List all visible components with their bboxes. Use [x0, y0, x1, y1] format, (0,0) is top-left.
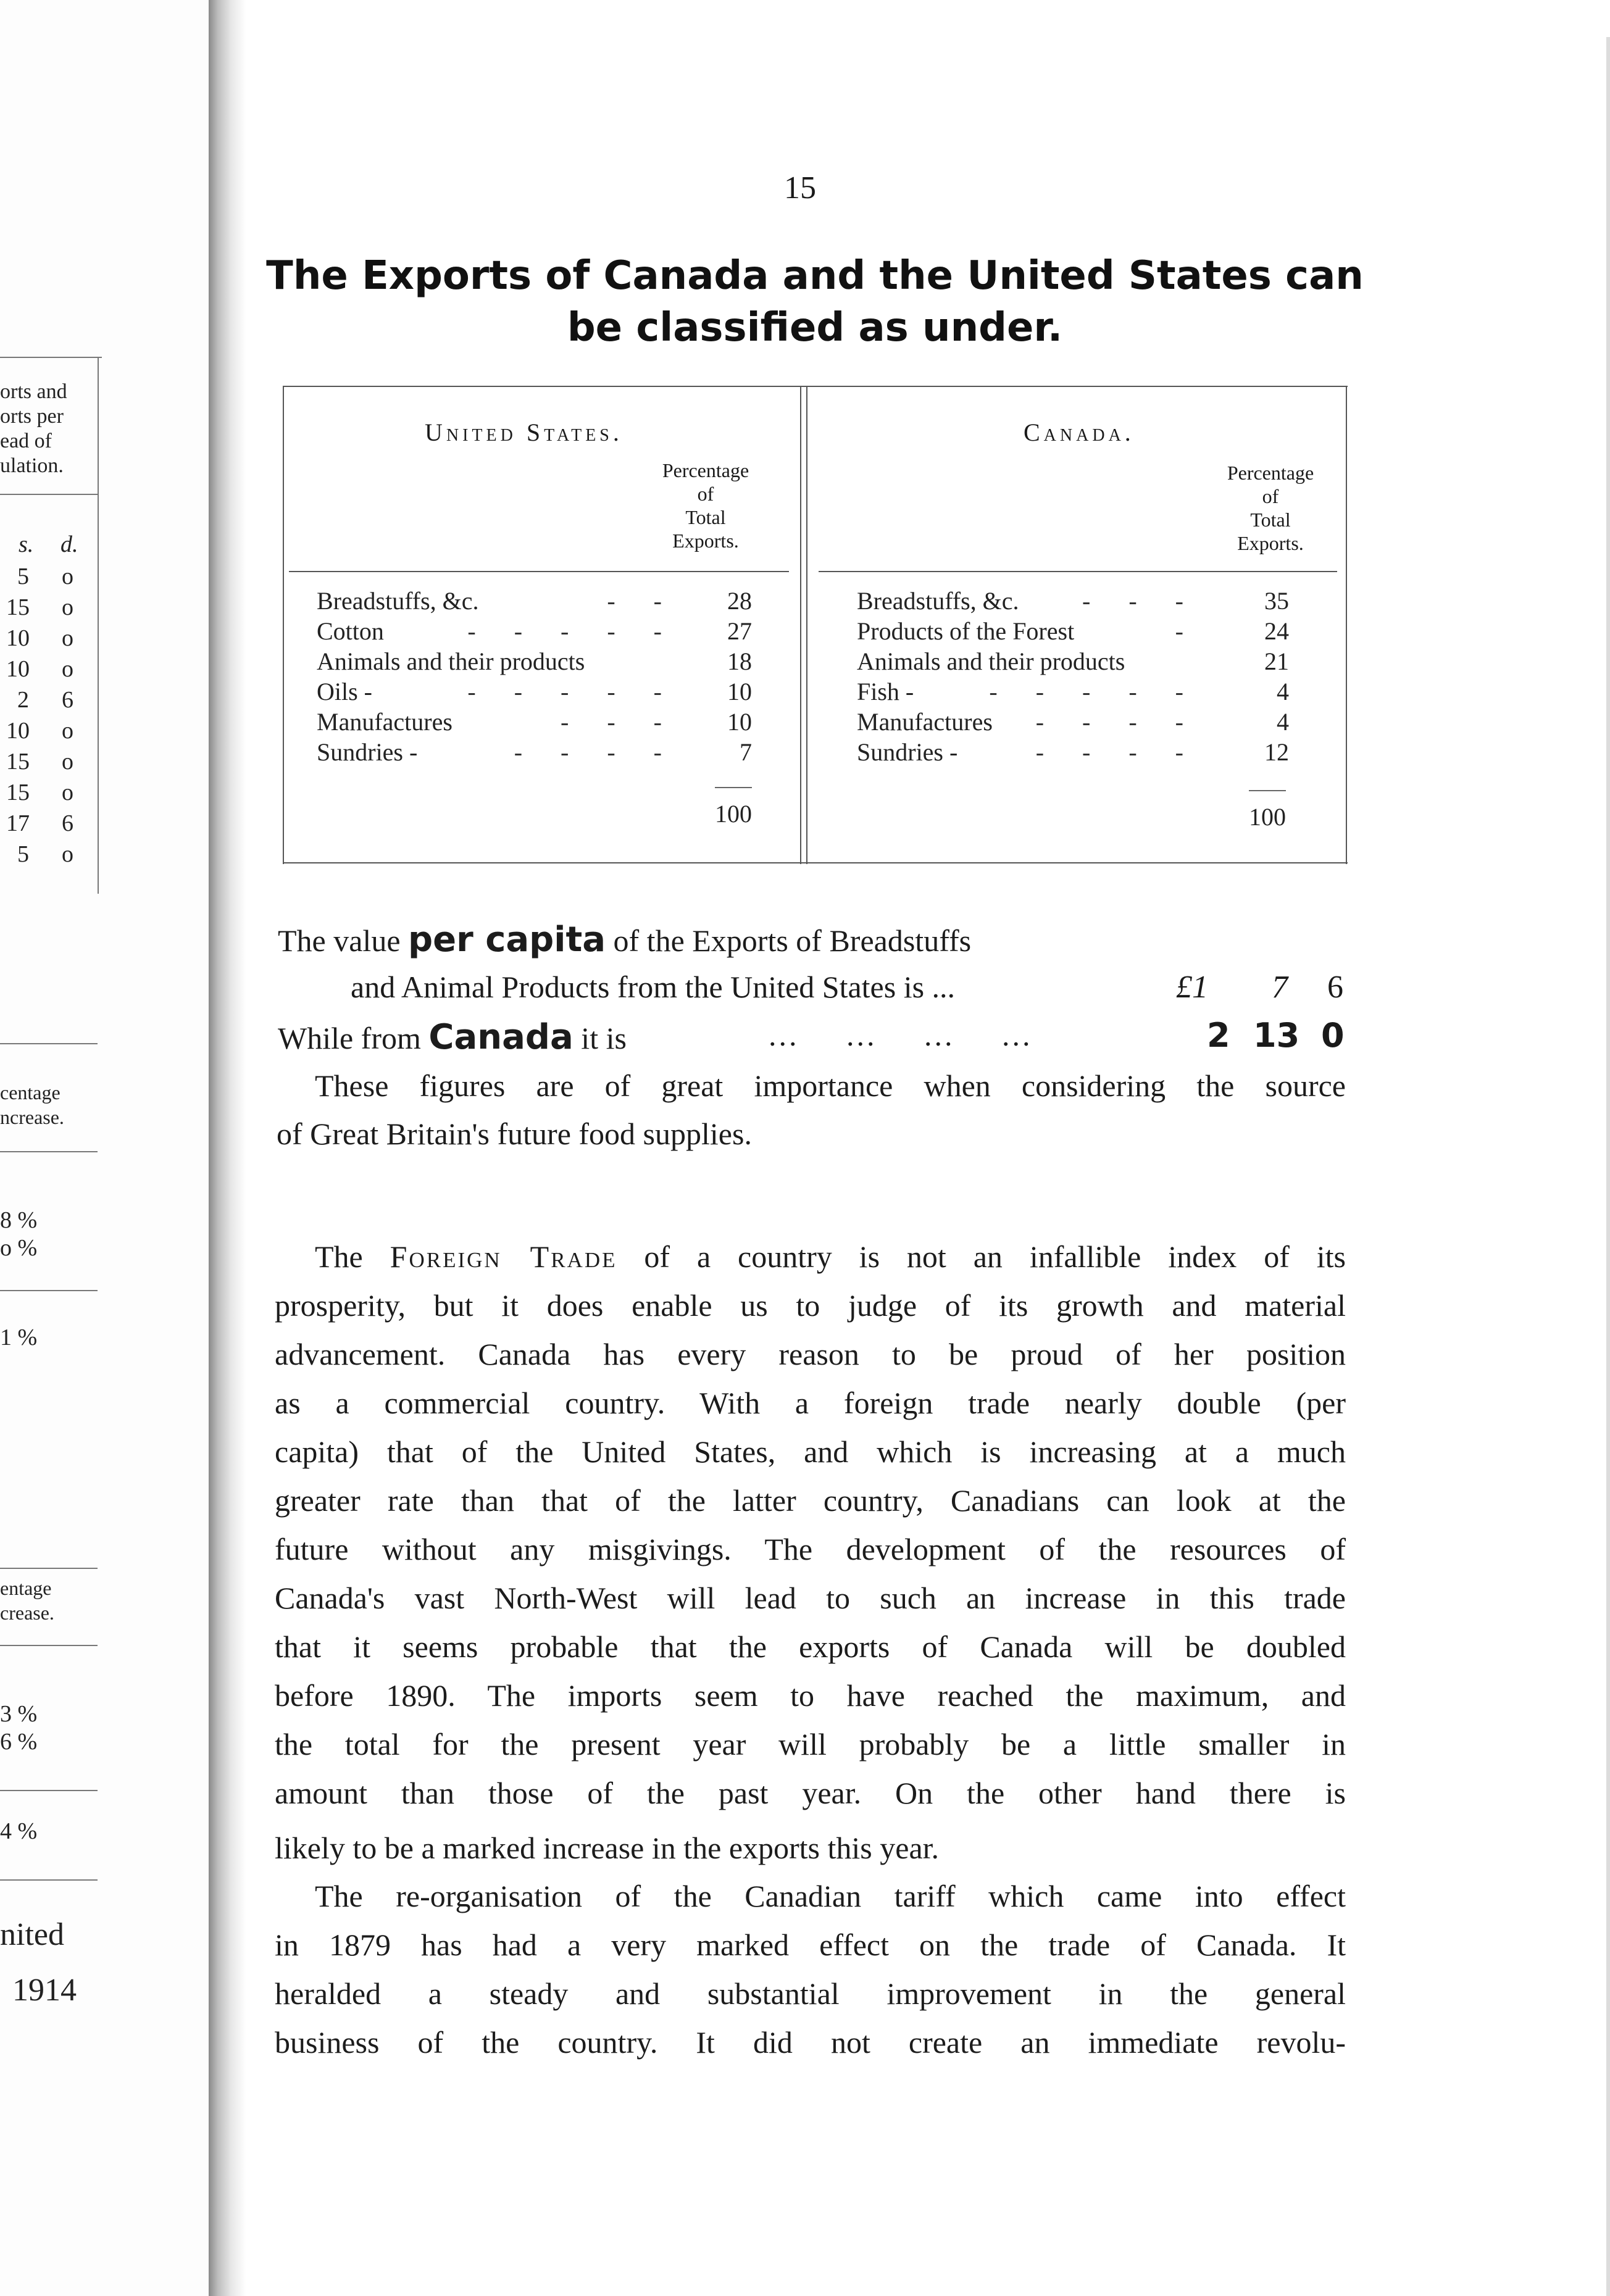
- page-number: 15: [784, 170, 816, 206]
- left-row-s: 10: [6, 625, 30, 651]
- left-row-s: 15: [6, 594, 30, 620]
- paragraph-2-line: heralded a steady and substantial improvement in the general: [275, 1976, 1346, 2011]
- united_states-row-label: Manufactures: [317, 708, 453, 736]
- per-capita-dots: ... ... ... ...: [769, 1018, 1033, 1052]
- paragraph-1-line: capita) that of the United States, and which is increasing at a much: [275, 1434, 1346, 1469]
- left-row-d: 6: [62, 687, 73, 713]
- left-col-head-d: d.: [60, 531, 78, 557]
- per-capita-line-1: [278, 920, 971, 960]
- canada-row-value: 4: [1277, 708, 1289, 736]
- paragraph-1-line-1: [315, 1239, 1346, 1275]
- left-header-line: ulation.: [0, 454, 64, 477]
- paragraph-1-line: as a commercial country. With a foreign trade nearly double (per: [275, 1386, 1346, 1420]
- table-middle-divider-2: [806, 386, 807, 864]
- paragraph-1-line: prosperity, but it does enable us to judge of its growth and material: [275, 1288, 1346, 1323]
- pct-heading-line: Exports.: [672, 530, 739, 552]
- table-left-border: [283, 386, 284, 864]
- left-row-s: 17: [6, 810, 30, 836]
- paragraph-1-line: greater rate than that of the latter country, Canadians can look at the: [275, 1483, 1346, 1518]
- left-row-s: 5: [17, 564, 29, 589]
- left-row-d: o: [62, 841, 73, 867]
- canada-row-value: 21: [1264, 647, 1289, 675]
- left-pct-head-1: centage: [0, 1081, 60, 1104]
- canada-row-dots: - - - -: [1035, 738, 1199, 766]
- canada-row-label: Breadstuffs, &c.: [857, 587, 1019, 615]
- table-top-border: [283, 386, 1348, 387]
- united_states-row-value: 10: [727, 708, 752, 736]
- canada-amount-pounds: 2: [1207, 1016, 1230, 1055]
- left-row-s: 2: [17, 687, 29, 713]
- pct-heading-line: Total: [1250, 509, 1291, 531]
- left-header-line: orts and: [0, 380, 67, 403]
- left-rule-sub: [0, 494, 98, 495]
- left-col-head-s: s.: [19, 531, 34, 557]
- left-row-d: o: [62, 564, 73, 589]
- canada-row-dots: -: [1175, 617, 1199, 645]
- left-footer-line: 1914: [12, 1973, 77, 2008]
- united_states-row-label: Animals and their products: [317, 647, 585, 675]
- us-amount-shillings: 7: [1272, 970, 1288, 1005]
- united_states-row-label: Sundries -: [317, 738, 418, 766]
- united_states-row-label: Cotton: [317, 617, 384, 645]
- left-pct-val: o %: [0, 1235, 38, 1261]
- united_states-row-value: 7: [740, 738, 752, 766]
- left-rule-6: [0, 1645, 98, 1646]
- per-capita-line-3: [278, 1017, 627, 1057]
- page-edge: [1606, 37, 1610, 2296]
- text-span: The value: [278, 923, 409, 958]
- paragraph-2-line: business of the country. It did not create an immediate revolu-: [275, 2025, 1346, 2060]
- left-rule-7: [0, 1790, 98, 1791]
- canada-row-dots: - - -: [1082, 587, 1199, 615]
- left-row-d: o: [62, 780, 73, 805]
- pct-heading-line: Exports.: [1237, 532, 1304, 554]
- left-rule-3: [0, 1151, 98, 1152]
- left-row-d: o: [62, 594, 73, 620]
- left-rule-top: [0, 357, 102, 358]
- us-amount-pence: 6: [1327, 970, 1343, 1005]
- united_states-row-label: Oils -: [317, 678, 372, 705]
- page-title: [259, 250, 1370, 354]
- left-pct-val: 8 %: [0, 1207, 38, 1233]
- left-row-s: 10: [6, 656, 30, 682]
- table-middle-divider: [800, 386, 801, 864]
- per-capita-line-4: These figures are of great importance when considering the source: [315, 1068, 1346, 1103]
- title-line-2: be classified as under.: [567, 305, 1063, 351]
- left-header-line: orts per: [0, 405, 64, 428]
- left-row-d: 6: [62, 810, 73, 836]
- united_states-row-value: 27: [727, 617, 752, 645]
- paragraph-1-line: the total for the present year will probably be a little smaller in: [275, 1727, 1346, 1762]
- left-pct-head-1: ncrease.: [0, 1106, 64, 1128]
- left-pct-head-2: crease.: [0, 1602, 54, 1624]
- paragraph-2-line: The re-organisation of the Canadian tariff which came into effect: [315, 1879, 1346, 1913]
- canada-amount-pence: 0: [1321, 1016, 1345, 1055]
- canada-row-value: 35: [1264, 587, 1289, 615]
- pct-heading-line: of: [1262, 485, 1279, 507]
- canada-header-rule: [819, 571, 1337, 572]
- paragraph-1-line: future without any misgivings. The development of the resources of: [275, 1532, 1346, 1566]
- paragraph-1-line: Canada's vast North-West will lead to such an increase in this trade: [275, 1581, 1346, 1615]
- us-total: 100: [715, 800, 752, 828]
- text-span: of a country is not an infallible index of its: [617, 1239, 1346, 1274]
- per-capita-line-5: of Great Britain's future food supplies.: [277, 1117, 752, 1151]
- us-total-rule: [715, 787, 752, 788]
- left-rule-4: [0, 1290, 98, 1291]
- title-line-1: The Exports of Canada and the United States can: [266, 253, 1364, 299]
- united_states-row-dots: - - - - -: [467, 617, 678, 645]
- left-pct-val: 6 %: [0, 1729, 38, 1755]
- united_states-row-value: 18: [727, 647, 752, 675]
- pct-heading-line: of: [697, 483, 714, 505]
- united_states-row-dots: - - - -: [514, 738, 678, 766]
- left-pct-head-2: entage: [0, 1577, 52, 1599]
- canada-row-label: Animals and their products: [857, 647, 1125, 675]
- canada-total: 100: [1249, 803, 1286, 831]
- left-row-d: o: [62, 718, 73, 744]
- canada-row-label: Manufactures: [857, 708, 993, 736]
- table-right-border: [1346, 386, 1347, 864]
- left-pct-val: 4 %: [0, 1818, 38, 1844]
- per-capita-line-2: and Animal Products from the United States is ...: [351, 970, 956, 1004]
- left-rule-5: [0, 1568, 98, 1569]
- left-row-s: 15: [6, 749, 30, 775]
- canada-amount-shillings: 13: [1253, 1016, 1300, 1055]
- us-percentage-heading: [635, 459, 777, 552]
- canada-column-heading: Canada.: [1024, 418, 1135, 446]
- left-row-d: o: [62, 749, 73, 775]
- canada-percentage-heading: [1199, 461, 1341, 555]
- text-span: The: [315, 1239, 390, 1274]
- canada-row-value: 24: [1264, 617, 1289, 645]
- canada-emphasis: Canada: [428, 1017, 574, 1057]
- left-pct-val: 3 %: [0, 1701, 38, 1727]
- left-pct-val: 1 %: [0, 1325, 38, 1350]
- left-footer-line: nited: [0, 1917, 64, 1952]
- pct-heading-line: Total: [685, 506, 726, 528]
- left-row-s: 15: [6, 780, 30, 805]
- united_states-row-value: 10: [727, 678, 752, 705]
- foreign-trade-smallcaps: Foreign Trade: [390, 1239, 617, 1274]
- paragraph-1-line: that it seems probable that the exports of Canada will be doubled: [275, 1629, 1346, 1664]
- canada-row-value: 12: [1264, 738, 1289, 766]
- left-header-line: ead of: [0, 430, 52, 452]
- united_states-row-dots: - - -: [561, 708, 678, 736]
- paragraph-1-line: advancement. Canada has every reason to be proud of her position: [275, 1337, 1346, 1371]
- canada-row-dots: - - - - -: [989, 678, 1199, 705]
- left-row-d: o: [62, 656, 73, 682]
- canada-row-dots: - - - -: [1035, 708, 1199, 736]
- canada-row-label: Products of the Forest: [857, 617, 1075, 645]
- pct-heading-line: Percentage: [1227, 462, 1314, 484]
- us-amount-pounds: £1: [1176, 970, 1208, 1005]
- us-header-rule: [289, 571, 789, 572]
- canada-row-label: Sundries -: [857, 738, 958, 766]
- per-capita-emphasis: per capita: [408, 920, 606, 960]
- text-span: of the Exports of Breadstuffs: [606, 923, 972, 958]
- us-column-heading: United States.: [425, 418, 623, 446]
- left-rule-2: [0, 1043, 98, 1044]
- left-rule-8: [0, 1879, 98, 1881]
- canada-row-label: Fish -: [857, 678, 914, 705]
- text-span: While from: [278, 1021, 429, 1055]
- united_states-row-label: Breadstuffs, &c.: [317, 587, 479, 615]
- left-rule-vertical: [98, 357, 99, 894]
- paragraph-1-last-line: likely to be a marked increase in the exports this year.: [275, 1831, 940, 1865]
- exports-table: [283, 386, 1348, 864]
- left-row-s: 5: [17, 841, 29, 867]
- left-row-d: o: [62, 625, 73, 651]
- text-span: it is: [573, 1021, 627, 1055]
- paragraph-1-line: before 1890. The imports seem to have reached the maximum, and: [275, 1678, 1346, 1713]
- paragraph-2-line: in 1879 has had a very marked effect on the trade of Canada. It: [275, 1928, 1346, 1962]
- table-bottom-border: [283, 862, 1348, 863]
- canada-total-rule: [1249, 790, 1286, 791]
- united_states-row-value: 28: [727, 587, 752, 615]
- united_states-row-dots: - -: [607, 587, 678, 615]
- left-row-s: 10: [6, 718, 30, 744]
- left-facing-page: [0, 0, 216, 2296]
- pct-heading-line: Percentage: [662, 459, 749, 481]
- book-gutter: [209, 0, 246, 2296]
- canada-row-value: 4: [1277, 678, 1289, 705]
- united_states-row-dots: - - - - -: [467, 678, 678, 705]
- paragraph-1-line: amount than those of the past year. On the other hand there is: [275, 1776, 1346, 1810]
